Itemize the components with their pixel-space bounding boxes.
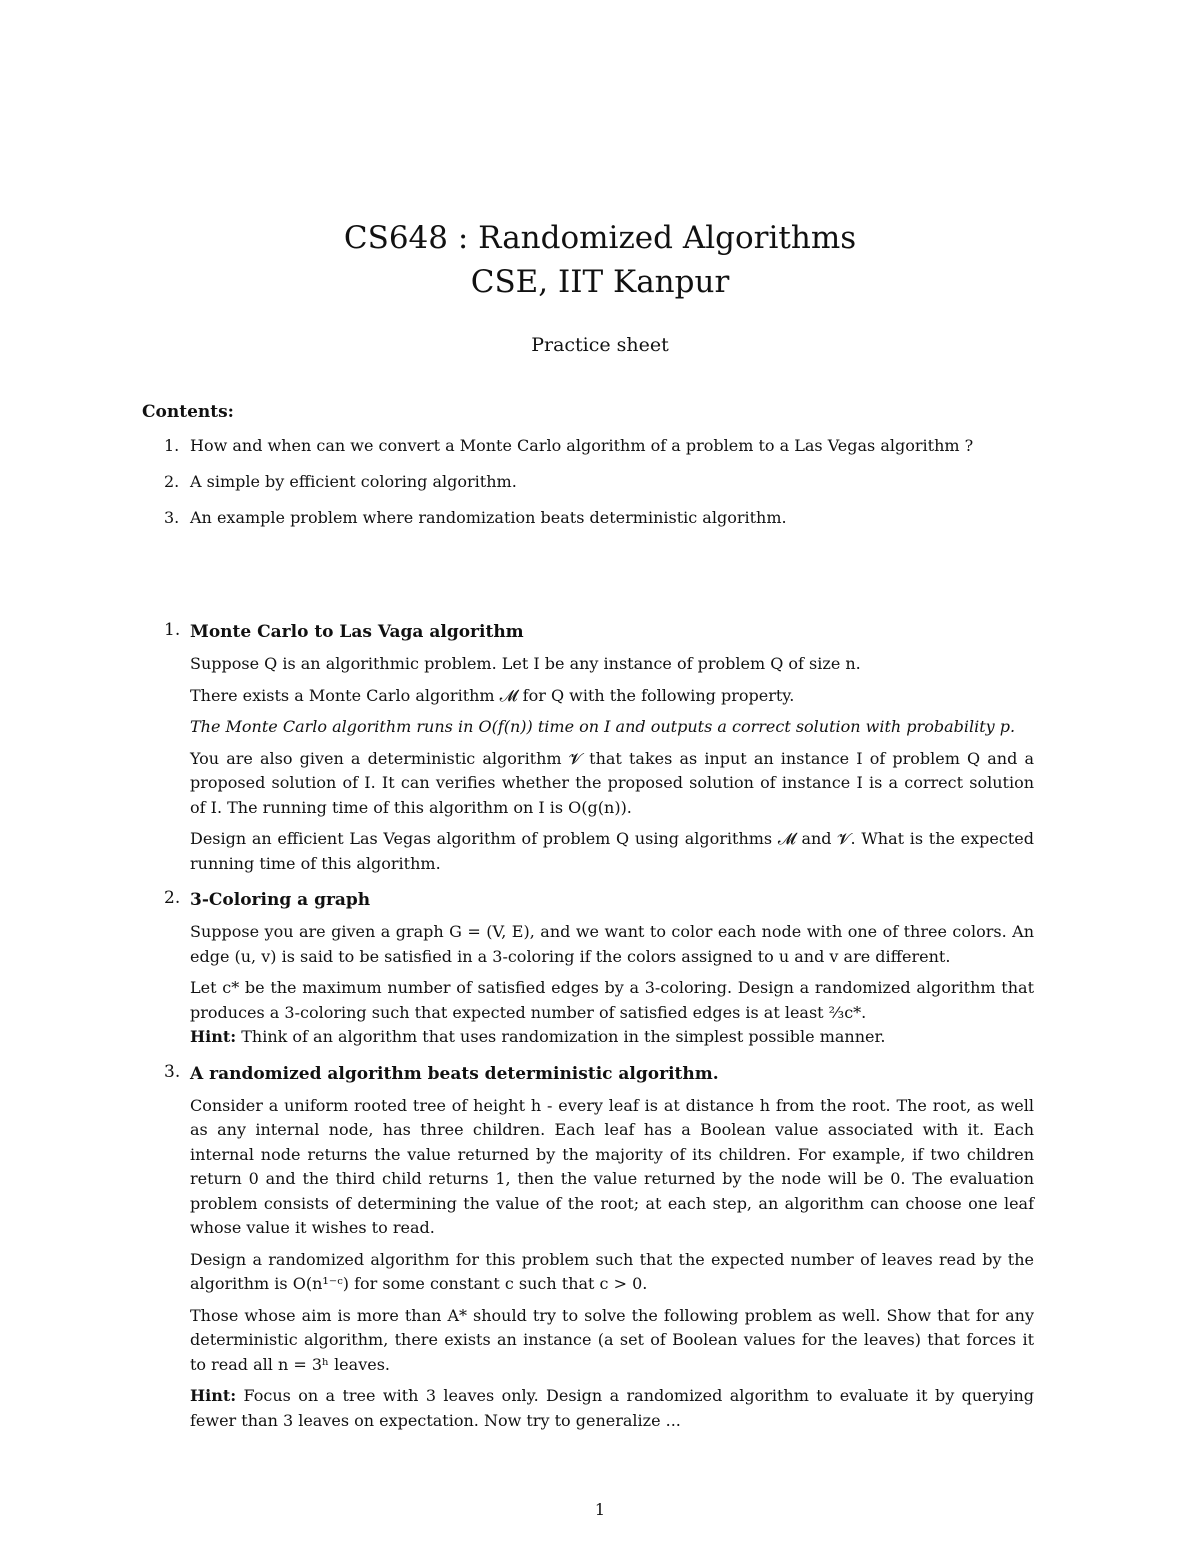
paragraph: You are also given a deterministic algorithm 𝓥 that takes as input an instance I of problem Q and a proposed solution of I. It can verifies whether the proposed solution of instance I is a correct solution of I. The running time of this algorithm on I is O(g(n)).	[190, 748, 1034, 817]
property-statement: The Monte Carlo algorithm runs in O(f(n)) time on I and outputs a correct solution with probability p.	[190, 717, 1016, 736]
course-title: CS648 : Randomized Algorithms	[343, 220, 857, 256]
hint-paragraph	[190, 1384, 1034, 1433]
paragraph: Consider a uniform rooted tree of height h - every leaf is at distance h from the root. The root, as well as any internal node, has three children. Each leaf has a Boolean value associated with it. Each internal node returns the value returned by the majority of its children. For example, if two children return 0 and the third child returns 1, then the value returned by the node will be 0. The evaluation problem consists of determining the value of the root; at each step, an algorithm can choose one leaf whose value it wishes to read.	[190, 1095, 1034, 1237]
contents-item	[142, 436, 1042, 456]
hint-text: Focus on a tree with 3 leaves only. Design a randomized algorithm to evaluate it by querying fewer than 3 leaves on expectation. Now try to generalize ...	[190, 1386, 1034, 1430]
section-randomized-tree	[142, 1062, 1034, 1434]
paragraph: Design an efficient Las Vegas algorithm of problem Q using algorithms 𝓜 and 𝓥. What is the expected running time of this algorithm.	[190, 829, 1034, 873]
hint-label: Hint:	[190, 1386, 237, 1405]
hint-text: Think of an algorithm that uses randomization in the simplest possible manner.	[241, 1027, 886, 1046]
hint-label: Hint:	[190, 1027, 237, 1046]
paragraph: Let c* be the maximum number of satisfied edges by a 3-coloring. Design a randomized algorithm that produces a 3-coloring such that expected number of satisfied edges is at least ⅔c*.	[190, 978, 1034, 1022]
section-title: 3-Coloring a graph	[190, 890, 371, 910]
section-number: 1.	[164, 620, 181, 640]
section-title: A randomized algorithm beats deterministic algorithm.	[190, 1063, 719, 1084]
contents-heading: Contents:	[142, 402, 234, 422]
section-title: Monte Carlo to Las Vaga algorithm	[190, 622, 524, 642]
section-number: 3.	[164, 1061, 181, 1082]
item-number: 2.	[164, 472, 180, 491]
item-number: 3.	[164, 508, 180, 527]
item-text: How and when can we convert a Monte Carlo algorithm of a problem to a Las Vegas algorithm ?	[190, 436, 974, 455]
problem-sections	[142, 620, 1034, 1445]
item-text: An example problem where randomization beats deterministic algorithm.	[190, 508, 787, 527]
item-number: 1.	[164, 436, 180, 455]
title-block	[0, 216, 1200, 356]
item-text: A simple by efficient coloring algorithm.	[190, 472, 517, 491]
section-monte-carlo	[142, 620, 1034, 876]
paragraph: Design a randomized algorithm for this problem such that the expected number of leaves read by the algorithm is O(n¹⁻ᶜ) for some constant c such that c > 0.	[190, 1249, 1034, 1293]
contents-item	[142, 508, 1042, 528]
paragraph: Those whose aim is more than A* should try to solve the following problem as well. Show that for any deterministic algorithm, there exists an instance (a set of Boolean values for the leaves) that forces it to read all n = 3ʰ leaves.	[190, 1305, 1034, 1374]
page-number: 1	[594, 1500, 606, 1519]
paragraph: There exists a Monte Carlo algorithm 𝓜 for Q with the following property.	[190, 685, 795, 705]
department-title: CSE, IIT Kanpur	[470, 264, 730, 300]
section-3-coloring	[142, 888, 1034, 1050]
hint-paragraph	[190, 1025, 1034, 1050]
sheet-subtitle: Practice sheet	[531, 334, 669, 356]
paragraph: Suppose you are given a graph G = (V, E), and we want to color each node with one of three colors. An edge (u, v) is said to be satisfied in a 3-coloring if the colors assigned to u and v are different.	[190, 922, 1034, 966]
paragraph: Suppose Q is an algorithmic problem. Let I be any instance of problem Q of size n.	[190, 654, 861, 673]
contents-item	[142, 472, 1042, 492]
section-number: 2.	[164, 888, 181, 908]
contents-list	[142, 402, 1042, 544]
